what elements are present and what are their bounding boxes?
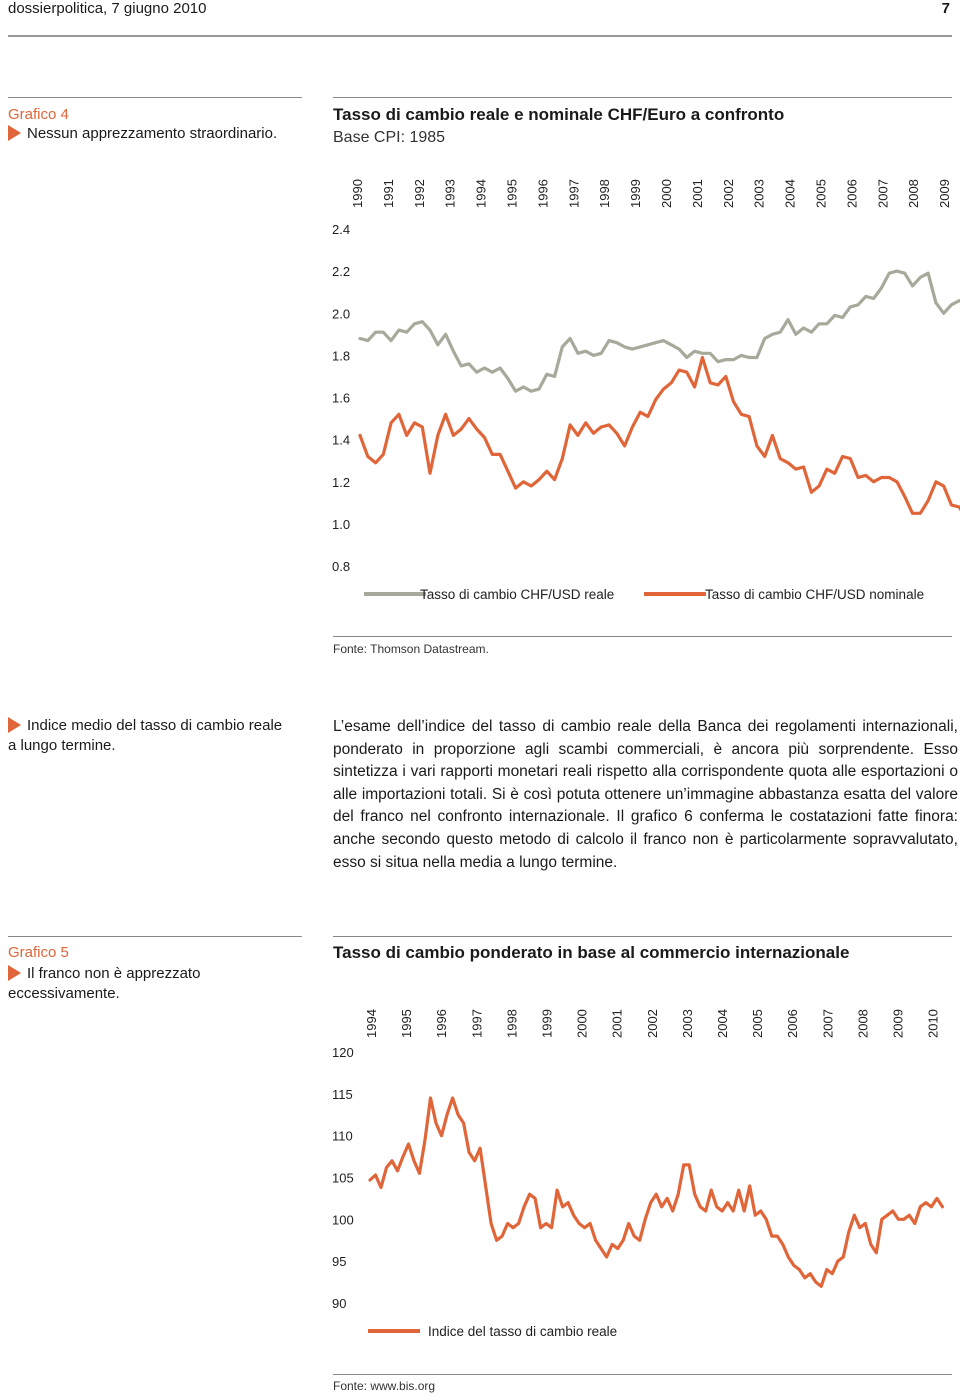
x-tick-label: 1998: [597, 179, 613, 208]
body-paragraph: L’esame dell’indice del tasso di cambio reale della Banca dei regolamenti internazionali, ponderato in proporzione agli scambi commerciali, è ancora più sorprendente. Esso sintetizza i vari rapporti monetari reali rispetto alla corrispondente quota alle esportazioni o alle importazioni totali. Si è così potuta ottenere un’immagine abbastanza esatta del valore del franco nel confronto internazionale. Il grafico 6 conferma le costatazioni fatte finora: anche secondo questo metodo di calcolo il franco non è particolarmente sopravvalutato, esso si situa nella media a lungo termine.: [333, 718, 958, 871]
x-tick-label: 1994: [473, 179, 489, 208]
x-tick-label: 2005: [750, 1009, 766, 1038]
x-tick-label: 1996: [535, 179, 551, 208]
y-tick-label: 2.4: [332, 222, 351, 237]
x-tick-label: 2007: [820, 1009, 836, 1038]
x-tick-label: 2002: [720, 179, 736, 208]
x-tick-label: 1998: [504, 1009, 520, 1038]
x-tick-label: 2006: [844, 179, 860, 208]
legend-label: Tasso di cambio CHF/USD reale: [420, 587, 615, 602]
chart4-caption: Nessun apprezzamento straordinario.: [8, 124, 308, 144]
chart4-subtitle: Base CPI: 1985: [333, 129, 446, 146]
chart5-source: Fonte: www.bis.org: [333, 1379, 436, 1393]
chart4-label: Grafico 4: [8, 106, 69, 123]
y-tick-label: 1.8: [332, 348, 351, 364]
x-tick-label: 2001: [609, 1009, 625, 1038]
x-tick-label: 2008: [906, 179, 922, 208]
x-tick-label: 2000: [659, 179, 674, 208]
x-tick-label: 1999: [628, 179, 644, 208]
x-tick-label: 2005: [813, 179, 829, 208]
x-tick-label: 1994: [364, 1009, 379, 1038]
x-tick-label: 1992: [411, 179, 427, 208]
chart5-label: Grafico 5: [8, 944, 69, 961]
y-tick-label: 120: [332, 1045, 354, 1060]
y-tick-label: 90: [332, 1296, 347, 1311]
legend-label: Indice del tasso di cambio reale: [428, 1324, 618, 1339]
y-tick-label: 1.6: [332, 390, 351, 406]
series-line: [360, 271, 960, 391]
y-tick-label: 100: [332, 1212, 354, 1228]
y-tick-label: 0.8: [332, 559, 351, 574]
caption-arrow-icon: [8, 965, 21, 981]
chart4-title: Tasso di cambio reale e nominale CHF/Euro a confronto: [333, 105, 785, 124]
chart5-title: Tasso di cambio ponderato in base al commercio internazionale: [333, 943, 850, 962]
x-tick-label: 2003: [751, 179, 767, 208]
x-tick-label: 2008: [855, 1009, 871, 1038]
side-note: Indice medio del tasso di cambio reale a lungo termine.: [8, 717, 283, 754]
x-tick-label: 2006: [785, 1009, 801, 1038]
x-tick-label: 1997: [469, 1009, 485, 1038]
legend-label: Tasso di cambio CHF/USD nominale: [705, 587, 925, 602]
x-tick-label: 1997: [566, 179, 582, 208]
x-tick-label: 1996: [434, 1009, 450, 1038]
x-tick-label: 1991: [380, 179, 396, 208]
page-number: 7: [941, 0, 950, 17]
x-tick-label: 2000: [574, 1009, 590, 1038]
chart5-source-rule: [333, 1374, 952, 1375]
chart4-title-rule: [333, 97, 952, 98]
x-tick-label: 2001: [689, 179, 705, 208]
x-tick-label: 1990: [350, 179, 365, 208]
caption-arrow-icon: [8, 125, 21, 141]
x-tick-label: 1995: [504, 179, 520, 208]
x-tick-label: 1999: [539, 1009, 555, 1038]
y-tick-label: 110: [332, 1128, 353, 1144]
x-tick-label: 1995: [399, 1009, 415, 1038]
y-tick-label: 115: [332, 1086, 353, 1102]
chart4-source-rule: [333, 636, 952, 637]
y-tick-label: 1.2: [332, 474, 351, 490]
series-line: [370, 1098, 942, 1286]
chart4-source: Fonte: Thomson Datastream.: [333, 642, 489, 656]
y-tick-label: 95: [332, 1254, 347, 1270]
x-tick-label: 2004: [782, 179, 798, 208]
header-rule: [8, 35, 952, 37]
x-tick-label: 2009: [937, 179, 953, 208]
x-tick-label: 2010: [925, 1009, 941, 1038]
chart5-caption: Il franco non è apprezzato eccessivamente.: [8, 965, 201, 1002]
y-tick-label: 1.4: [332, 432, 351, 448]
x-tick-label: 2003: [679, 1009, 695, 1038]
chart4-side-rule: [8, 97, 302, 98]
publication-header: dossierpolitica, 7 giugno 2010: [8, 0, 207, 17]
y-tick-label: 105: [332, 1170, 354, 1186]
y-tick-label: 2.2: [332, 264, 351, 280]
x-tick-label: 2002: [644, 1009, 660, 1038]
x-tick-label: 2009: [890, 1009, 906, 1038]
y-tick-label: 2.0: [332, 306, 351, 322]
chart5-side-rule: [8, 936, 302, 937]
x-tick-label: 2004: [715, 1009, 730, 1038]
x-tick-label: 2007: [875, 179, 891, 208]
y-tick-label: 1.0: [332, 516, 351, 532]
chart4-svg: [320, 160, 960, 620]
chart5-title-rule: [333, 936, 952, 937]
series-line: [360, 358, 960, 520]
x-tick-label: 1993: [442, 179, 458, 208]
chart5-svg: [320, 995, 960, 1345]
note-arrow-icon: [8, 717, 21, 733]
